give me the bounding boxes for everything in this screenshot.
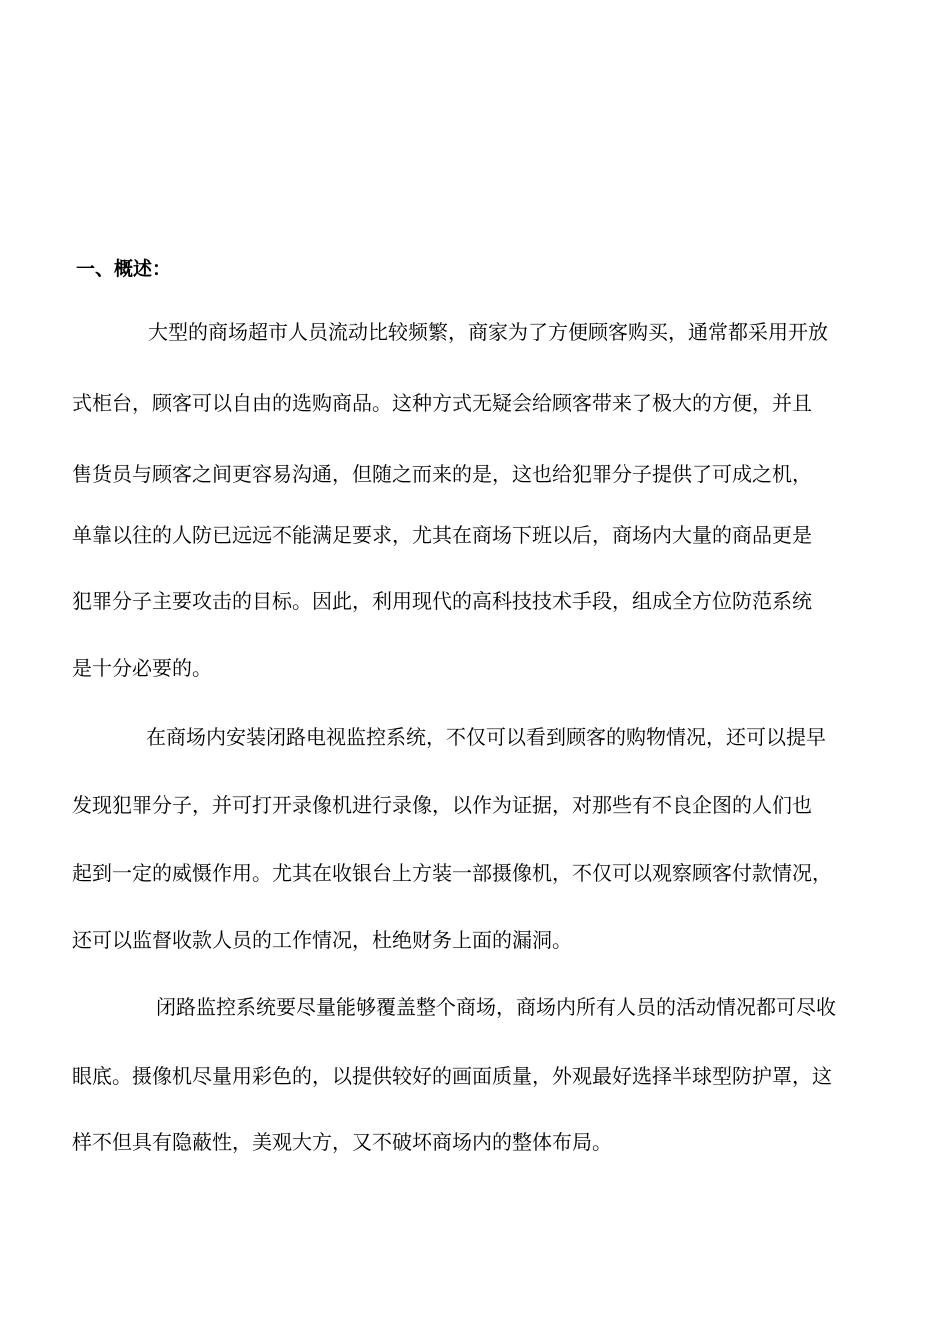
text-line: 样不但具有隐蔽性，美观大方，又不破坏商场内的整体布局。 (72, 1130, 612, 1154)
text-line: 大型的商场超市人员流动比较频繁，商家为了方便顾客购买，通常都采用开放 (148, 320, 828, 344)
text-line: 是十分必要的。 (72, 656, 212, 680)
section-heading: 一、概述： (76, 258, 172, 280)
text-line: 眼底。摄像机尽量用彩色的，以提供较好的画面质量，外观最好选择半球型防护罩，这 (72, 1064, 832, 1088)
text-line: 犯罪分子主要攻击的目标。因此，利用现代的高科技技术手段，组成全方位防范系统 (72, 589, 812, 613)
text-line: 还可以监督收款人员的工作情况，杜绝财务上面的漏洞。 (72, 928, 572, 952)
text-line: 售货员与顾客之间更容易沟通，但随之而来的是，这也给犯罪分子提供了可成之机， (72, 462, 812, 486)
text-line: 式柜台，顾客可以自由的选购商品。这种方式无疑会给顾客带来了极大的方便，并且 (72, 391, 812, 415)
text-line: 单靠以往的人防已远远不能满足要求，尤其在商场下班以后，商场内大量的商品更是 (72, 523, 812, 547)
text-line: 在商场内安装闭路电视监控系统，不仅可以看到顾客的购物情况，还可以提早 (146, 725, 826, 749)
text-line: 发现犯罪分子，并可打开录像机进行录像，以作为证据，对那些有不良企图的人们也 (72, 793, 812, 817)
text-line: 闭路监控系统要尽量能够覆盖整个商场，商场内所有人员的活动情况都可尽收 (156, 995, 836, 1019)
text-line: 起到一定的威慑作用。尤其在收银台上方装一部摄像机，不仅可以观察顾客付款情况， (72, 861, 832, 885)
